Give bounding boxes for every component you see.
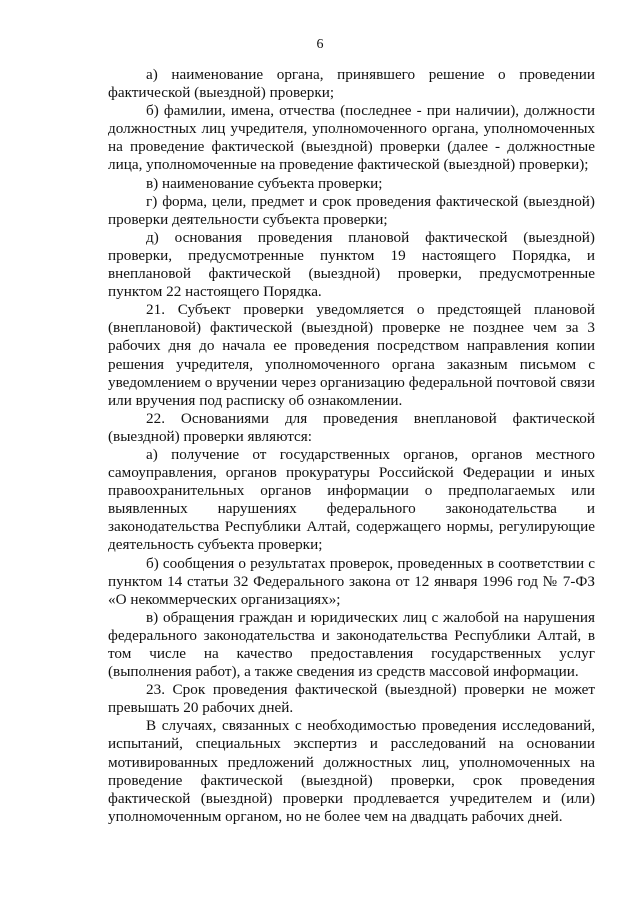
paragraph-1b-officials: б) фамилии, имена, отчества (последнее - при наличии), должности должностных лиц учредителя, уполномоченного органа, уполномоченных на проведение фактической (выездной) проверки (далее - должностные лица, уполномоченные на проведение фактической (выездной) проверки); [108,102,595,174]
paragraph-1a-body-name: а) наименование органа, принявшего решение о проведении фактической (выездной) проверки; [108,66,595,102]
paragraph-22b-reports: б) сообщения о результатах проверок, проведенных в соответствии с пунктом 14 статьи 32 Федерального закона от 12 января 1996 год № 7-ФЗ «О некоммерческих организациях»; [108,554,595,608]
paragraph-21-notification: 21. Субъект проверки уведомляется о предстоящей плановой (внеплановой) фактической (выездной) проверке не позднее чем за 3 рабочих дня до начала ее проведения посредством направления копии решения учредителя, уполномоченного органа заказным письмом с уведомлением о вручении через организацию федеральной почтовой связи или вручения под расписку об ознакомлении. [108,301,595,409]
document-body [108,66,595,826]
paragraph-22c-complaints: в) обращения граждан и юридических лиц с жалобой на нарушения федерального законодательства и законодательства Республики Алтай, в том числе на качество предоставления государственных услуг (выполнения работ), а также сведения из средств массовой информации. [108,608,595,681]
paragraph-23-duration: 23. Срок проведения фактической (выездной) проверки не может превышать 20 рабочих дней. [108,681,595,717]
paragraph-23-extension: В случаях, связанных с необходимостью проведения исследований, испытаний, специальных экспертиз и расследований на основании мотивированных предложений должностных лиц, уполномоченных на проведение фактической (выездной) проверки, срок проведения фактической (выездной) проверки продлевается учредителем и (или) уполномоченным органом, но не более чем на двадцать рабочих дней. [108,717,595,825]
paragraph-22a-information: а) получение от государственных органов, органов местного самоуправления, органов прокуратуры Российской Федерации и иных правоохранительных органов информации о предполагаемых или выявленных нарушениях федерального законодательства и законодательства Республики Алтай, содержащего нормы, регулирующие деятельность субъекта проверки; [108,445,595,554]
paragraph-22-grounds-unscheduled: 22. Основаниями для проведения внеплановой фактической (выездной) проверки являются: [108,409,595,445]
paragraph-1e-grounds: д) основания проведения плановой фактической (выездной) проверки, предусмотренные пунктом 19 настоящего Порядка, и внеплановой фактической (выездной) проверки, предусмотренные пунктом 22 настоящего Порядка. [108,228,595,301]
paragraph-1d-form-goals: г) форма, цели, предмет и срок проведения фактической (выездной) проверки деятельности субъекта проверки; [108,192,595,228]
paragraph-1c-subject-name: в) наименование субъекта проверки; [146,174,383,192]
page-number: 6 [316,37,324,52]
